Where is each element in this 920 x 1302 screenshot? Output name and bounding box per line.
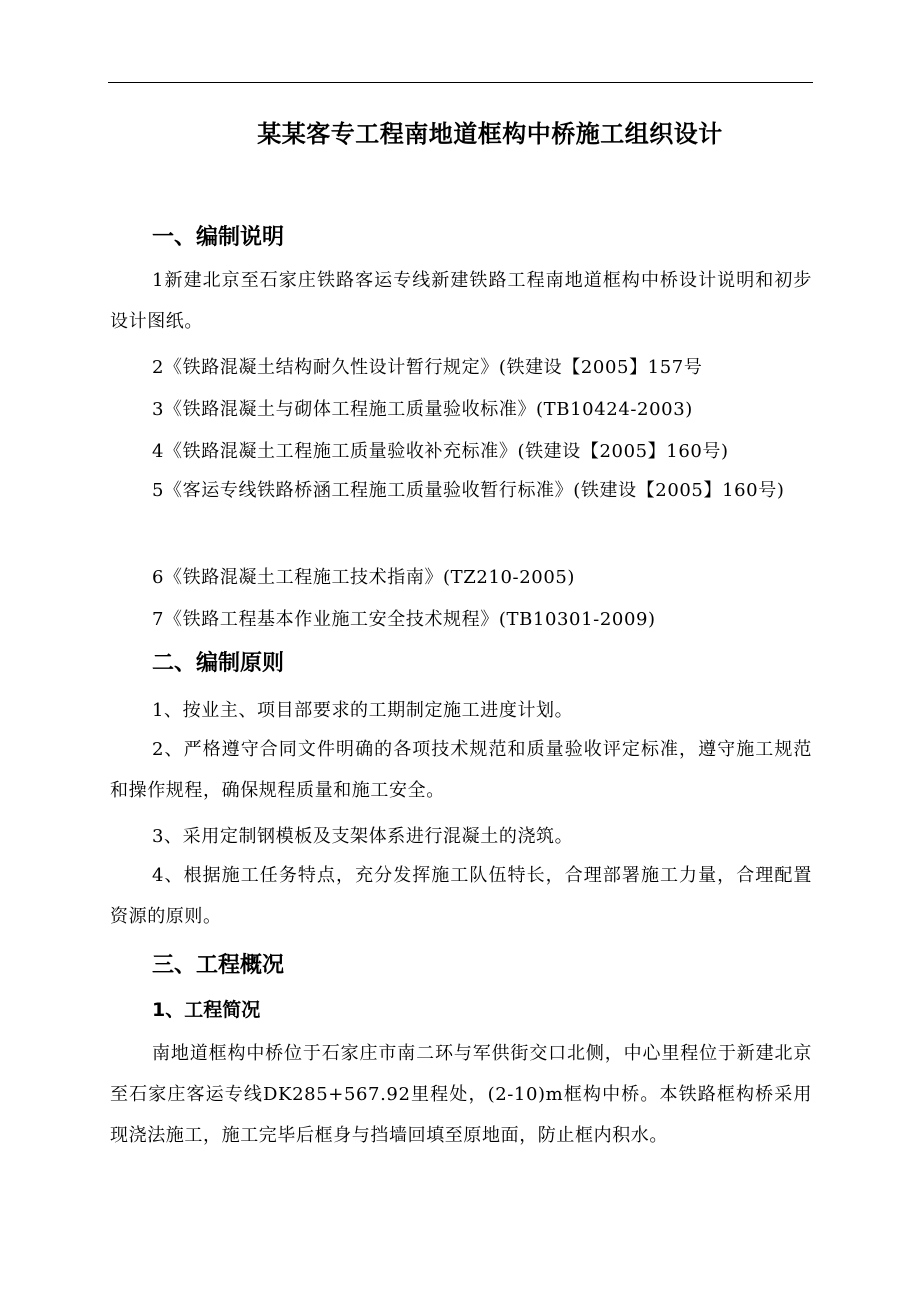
principle-item: 2、严格遵守合同文件明确的各项技术规范和质量验收评定标准，遵守施工规范和操作规程，确保规程质量和施工安全。 [110, 739, 812, 801]
reference-item: 4《铁路混凝土工程施工质量验收补充标准》(铁建设【2005】160号) [152, 441, 729, 462]
reference-item: 1新建北京至石家庄铁路客运专线新建铁路工程南地道框构中桥设计说明和初步设计图纸。 [110, 270, 812, 332]
subsection-heading-project-summary: 1、工程简况 [152, 999, 261, 1021]
section-heading-project-overview: 三、工程概况 [152, 953, 285, 978]
section-heading-compilation-principles: 二、编制原则 [152, 651, 285, 676]
reference-item: 5《客运专线铁路桥涵工程施工质量验收暂行标准》(铁建设【2005】160号) [152, 480, 785, 501]
principle-item: 4、根据施工任务特点，充分发挥施工队伍特长，合理部署施工力量，合理配置资源的原则。 [110, 865, 812, 927]
header-rule [108, 82, 813, 83]
principle-item: 3、采用定制钢模板及支架体系进行混凝土的浇筑。 [152, 826, 574, 847]
project-summary-paragraph: 南地道框构中桥位于石家庄市南二环与军供街交口北侧，中心里程位于新建北京至石家庄客运专线DK285+567.92里程处，(2-10)m框构中桥。本铁路框构桥采用现浇法施工，施工完毕后框身与挡墙回填至原地面，防止框内积水。 [110, 1043, 812, 1146]
reference-item: 7《铁路工程基本作业施工安全技术规程》(TB10301-2009) [152, 609, 656, 630]
reference-item: 3《铁路混凝土与砌体工程施工质量验收标准》(TB10424-2003) [152, 399, 693, 420]
section-heading-compilation-notes: 一、编制说明 [152, 225, 285, 250]
reference-item: 2《铁路混凝土结构耐久性设计暂行规定》(铁建设【2005】157号 [152, 357, 703, 378]
document-title: 某某客专工程南地道框构中桥施工组织设计 [257, 120, 723, 148]
reference-item: 6《铁路混凝土工程施工技术指南》(TZ210-2005) [152, 567, 576, 588]
principle-item: 1、按业主、项目部要求的工期制定施工进度计划。 [152, 700, 574, 721]
